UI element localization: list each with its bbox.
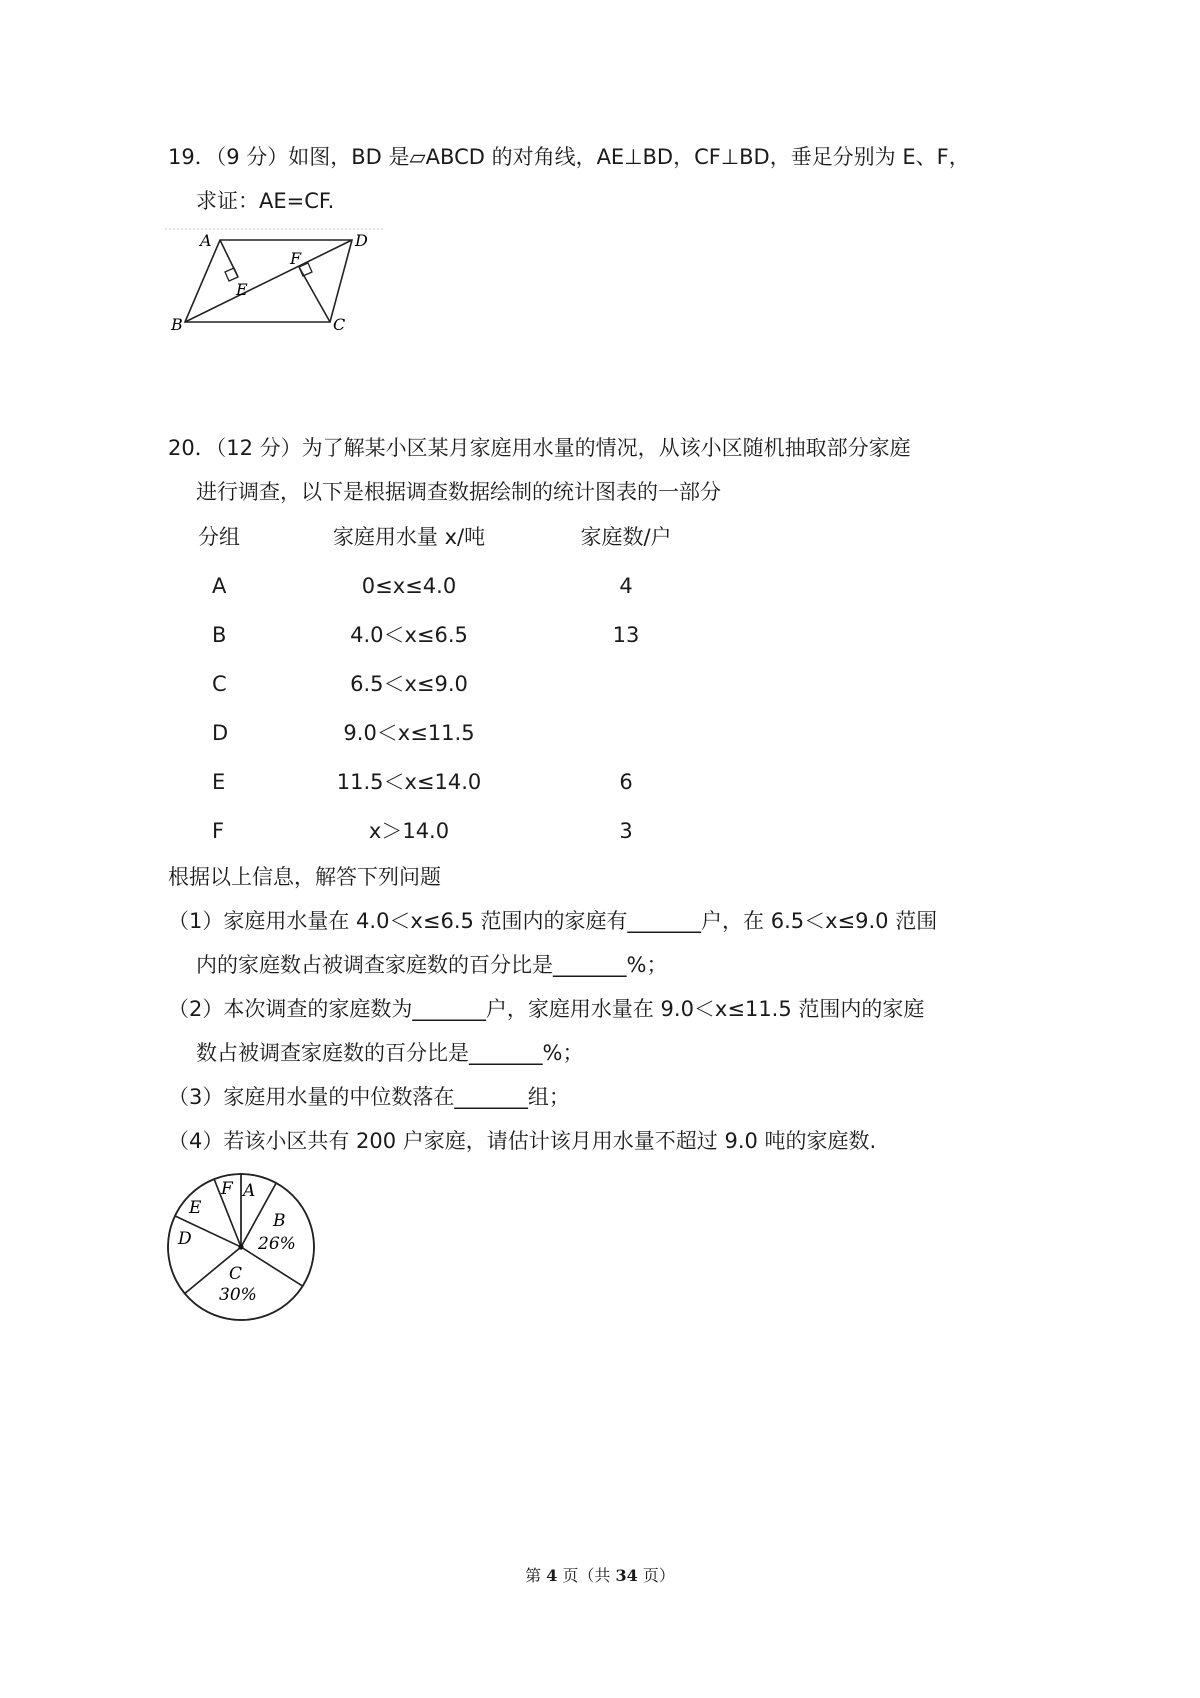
label-b: B [171,315,183,334]
table-header-range: 家庭用水量 x/吨 [332,525,486,549]
label-f: F [290,249,302,268]
q20-part2-line1: （2）本次调查的家庭数为_______户，家庭用水量在 9.0＜x≤11.5 范围内的家庭 [168,997,925,1021]
table-row-group: C [212,672,227,696]
footer-page-number: 4 [546,1566,558,1585]
table-row-count: 3 [619,819,633,843]
pie-label-c: C [229,1264,243,1284]
footer-total-pages: 34 [615,1566,638,1585]
pie-pct-c: 30% [219,1285,257,1305]
pie-label-f: F [221,1179,233,1199]
table-row-range: 9.0＜x≤11.5 [343,721,475,745]
q20-part1-line1: （1）家庭用水量在 4.0＜x≤6.5 范围内的家庭有_______户，在 6.5＜x≤9.0 范围 [168,909,938,933]
pie-label-a: A [243,1181,256,1201]
table-row-count: 6 [619,770,633,794]
footer-pre: 第 [525,1566,542,1585]
label-a: A [200,231,212,250]
parallelogram-figure [165,225,385,340]
table-header-count: 家庭数/户 [580,525,672,549]
page-footer [0,1563,1200,1586]
pie-label-e: E [189,1198,202,1218]
q20-line2: 进行调查，以下是根据调查数据绘制的统计图表的一部分 [196,480,721,504]
pie-chart [162,1170,324,1332]
pie-center [238,1244,243,1249]
q20-intro: 根据以上信息，解答下列问题 [168,865,441,889]
footer-mid: 页（共 [562,1566,611,1585]
table-row-group: A [212,574,227,598]
table-row-range: x＞14.0 [368,819,450,843]
q20-part1-line2: 内的家庭数占被调查家庭数的百分比是_______%； [196,953,668,977]
table-row-range: 4.0＜x≤6.5 [350,623,468,647]
diagonal-bd [185,240,352,322]
q19-line2: 求证：AE=CF. [196,189,335,213]
table-row-range: 6.5＜x≤9.0 [350,672,468,696]
pie-pct-b: 26% [258,1234,296,1254]
table-row-range: 11.5＜x≤14.0 [336,770,482,794]
table-row-range: 0≤x≤4.0 [361,574,457,598]
label-c: C [333,315,346,334]
table-row-count: 13 [612,623,640,647]
footer-post: 页） [642,1566,675,1585]
pie-label-b: B [273,1211,286,1231]
label-d: D [355,231,368,250]
q19-line1: 19．（9 分）如图，BD 是▱ABCD 的对角线，AE⊥BD，CF⊥BD，垂足分别为 E、F， [168,145,970,169]
q20-line1: 20．（12 分）为了解某小区某月家庭用水量的情况，从该小区随机抽取部分家庭 [168,436,911,460]
q20-part4: （4）若该小区共有 200 户家庭，请估计该月用水量不超过 9.0 吨的家庭数. [168,1129,877,1153]
table-header-group: 分组 [198,525,240,549]
label-e: E [236,280,248,299]
table-row-count: 4 [619,574,633,598]
q20-part3: （3）家庭用水量的中位数落在_______组； [168,1085,570,1109]
pie-label-d: D [178,1229,192,1249]
table-row-group: E [212,770,226,794]
q20-part2-line2: 数占被调查家庭数的百分比是_______%； [196,1041,584,1065]
table-row-group: D [212,721,229,745]
table-row-group: B [212,623,227,647]
table-row-group: F [212,819,225,843]
